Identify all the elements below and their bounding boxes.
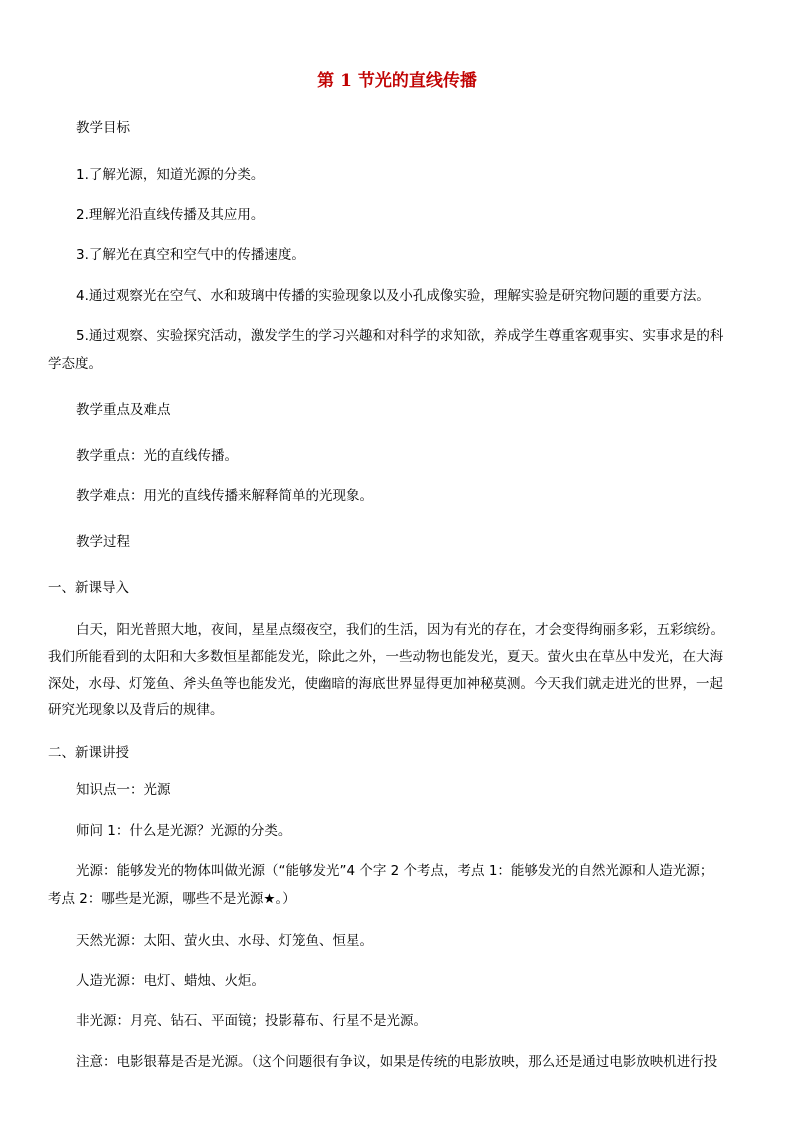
section-heading: 一、新课导入 xyxy=(48,580,129,596)
intro-paragraph-line: 深处，水母、灯笼鱼、斧头鱼等也能发光，使幽暗的海底世界显得更加神秘莫测。今天我们就走进光的世界，一起 xyxy=(48,676,723,692)
page-title: 第 1 节光的直线传播 xyxy=(317,71,477,91)
process-heading: 教学过程 xyxy=(76,534,130,550)
knowledge-point-heading: 知识点一：光源 xyxy=(76,782,171,798)
objective-item: 3.了解光在真空和空气中的传播速度。 xyxy=(76,247,305,263)
keypoints-heading: 教学重点及难点 xyxy=(76,402,171,418)
intro-paragraph-line: 我们所能看到的太阳和大多数恒星都能发光，除此之外，一些动物也能发光，夏天。萤火虫在草丛中发光，在大海 xyxy=(48,649,723,665)
objective-item: 4.通过观察光在空气、水和玻璃中传播的实验现象以及小孔成像实验，理解实验是研究物问题的重要方法。 xyxy=(76,288,710,304)
non-sources: 非光源：月亮、钻石、平面镜；投影幕布、行星不是光源。 xyxy=(76,1013,427,1029)
teacher-question: 师问 1：什么是光源？光源的分类。 xyxy=(76,823,292,839)
difficulty-point: 教学难点：用光的直线传播来解释简单的光现象。 xyxy=(76,488,373,504)
artificial-sources: 人造光源：电灯、蜡烛、火炬。 xyxy=(76,973,265,989)
key-point: 教学重点：光的直线传播。 xyxy=(76,448,238,464)
objective-item: 2.理解光沿直线传播及其应用。 xyxy=(76,207,265,223)
definition-line: 光源：能够发光的物体叫做光源（“能够发光”4 个字 2 个考点，考点 1：能够发光的自然光源和人造光源； xyxy=(76,863,714,879)
objectives-heading: 教学目标 xyxy=(76,120,130,136)
section-heading: 二、新课讲授 xyxy=(48,745,129,761)
objective-item-continued: 学态度。 xyxy=(48,356,102,372)
objective-item: 5.通过观察、实验探究活动，激发学生的学习兴趣和对科学的求知欲，养成学生尊重客观事实、实事求是的科 xyxy=(76,328,724,344)
definition-line: 考点 2：哪些是光源，哪些不是光源★。） xyxy=(48,891,296,907)
intro-paragraph-line: 白天，阳光普照大地，夜间，星星点缀夜空，我们的生活，因为有光的存在，才会变得绚丽多彩，五彩缤纷。 xyxy=(76,622,724,638)
objective-item: 1.了解光源，知道光源的分类。 xyxy=(76,167,265,183)
natural-sources: 天然光源：太阳、萤火虫、水母、灯笼鱼、恒星。 xyxy=(76,933,373,949)
note-line: 注意：电影银幕是否是光源。（这个问题很有争议，如果是传统的电影放映，那么还是通过电影放映机进行投 xyxy=(76,1054,718,1070)
intro-paragraph-line: 研究光现象以及背后的规律。 xyxy=(48,702,224,718)
